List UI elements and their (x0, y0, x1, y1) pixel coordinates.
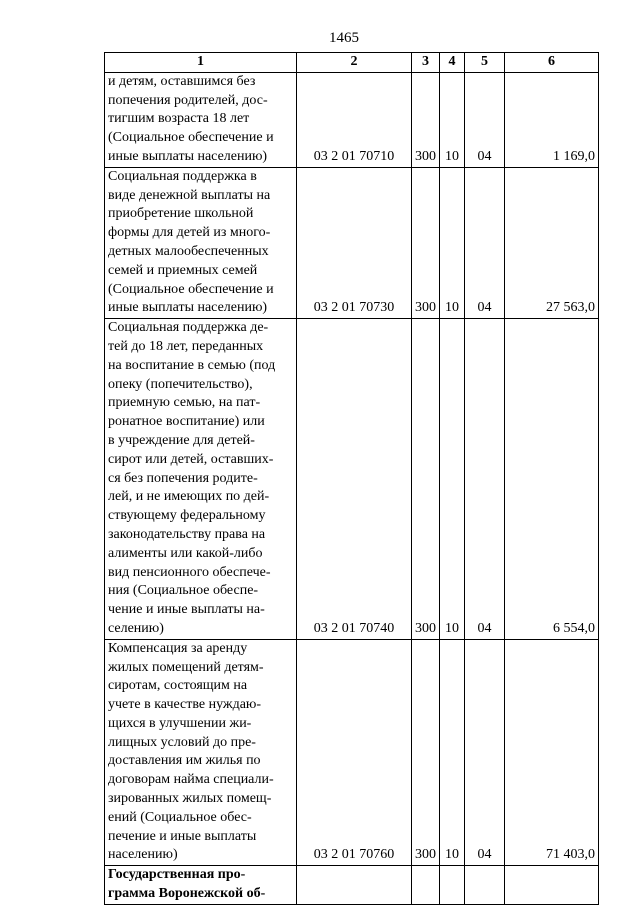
column-header-3: 3 (412, 53, 440, 73)
column-header-6: 6 (505, 53, 599, 73)
table-row (105, 72, 599, 167)
row-description: Социальная поддержка де- тей до 18 лет, переданных на воспитание в семью (под опеку (попечительство), приемную семью, на пат- ронатное воспитание) или в учреждение для детей- сирот или детей, оставших- ся без попечения родите- лей, и не имеющих по дей- ствующему федеральному законодательству права на алименты или какой-либо вид пенсионного обеспече- ния (Социальное обеспе- чение и иные выплаты на- селению) (105, 319, 297, 640)
row-section: 10 (440, 72, 465, 167)
page-number: 1465 (329, 30, 359, 46)
row-section (440, 866, 465, 905)
row-description: Компенсация за аренду жилых помещений детям- сиротам, состоящим на учете в качестве нуждаю- щихся в улучшении жи- лищных условий до пре- доставления им жилья по договорам найма специали- зированных жилых помещ- ений (Социальное обес- печение и иные выплаты населению) (105, 639, 297, 866)
row-expense-type (412, 866, 440, 905)
row-target-code: 03 2 01 70740 (297, 319, 412, 640)
column-header-4: 4 (440, 53, 465, 73)
row-description: и детям, оставшимся без попечения родителей, дос- тигшим возраста 18 лет (Социальное обеспечение и иные выплаты населению) (105, 72, 297, 167)
row-description: Государственная про- грамма Воронежской об- (105, 866, 297, 905)
row-amount (505, 866, 599, 905)
row-expense-type: 300 (412, 167, 440, 318)
column-header-2: 2 (297, 53, 412, 73)
row-section: 10 (440, 639, 465, 866)
column-header-5: 5 (465, 53, 505, 73)
row-subsection: 04 (465, 72, 505, 167)
row-subsection (465, 866, 505, 905)
row-amount: 6 554,0 (505, 319, 599, 640)
row-target-code (297, 866, 412, 905)
table-row (105, 319, 599, 640)
table-row (105, 866, 599, 905)
row-expense-type: 300 (412, 319, 440, 640)
column-header-1: 1 (105, 53, 297, 73)
row-amount: 27 563,0 (505, 167, 599, 318)
row-description: Социальная поддержка в виде денежной выплаты на приобретение школьной формы для детей из много- детных малообеспеченных семей и приемных семей (Социальное обеспечение и иные выплаты населению) (105, 167, 297, 318)
row-target-code: 03 2 01 70730 (297, 167, 412, 318)
row-target-code: 03 2 01 70710 (297, 72, 412, 167)
row-section: 10 (440, 319, 465, 640)
row-expense-type: 300 (412, 72, 440, 167)
row-amount: 1 169,0 (505, 72, 599, 167)
table-row (105, 639, 599, 866)
row-subsection: 04 (465, 167, 505, 318)
row-expense-type: 300 (412, 639, 440, 866)
row-subsection: 04 (465, 639, 505, 866)
table-row (105, 167, 599, 318)
budget-table (104, 52, 599, 905)
row-target-code: 03 2 01 70760 (297, 639, 412, 866)
table-header-row (105, 53, 599, 73)
row-section: 10 (440, 167, 465, 318)
row-amount: 71 403,0 (505, 639, 599, 866)
row-subsection: 04 (465, 319, 505, 640)
